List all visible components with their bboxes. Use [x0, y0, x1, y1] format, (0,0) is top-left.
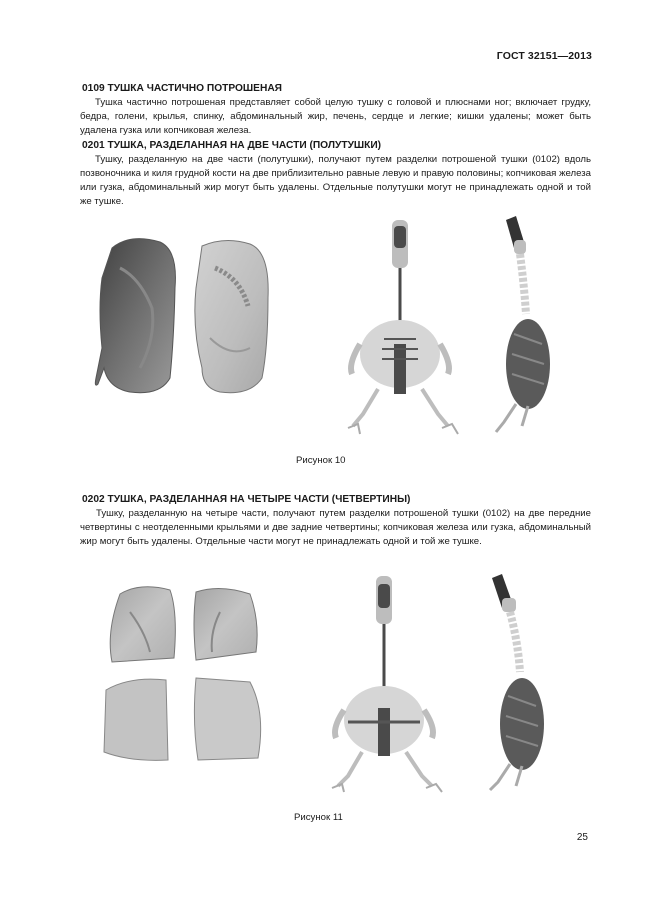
figure-caption: Рисунок 10: [296, 455, 346, 466]
section-0202: [82, 493, 591, 550]
section-0109: [82, 82, 591, 209]
section-text: Тушку, разделанную на две части (полутушки), получают путем разделки потрошеной тушки (0102) вдоль позвоночника и киля грудной кости на две приблизительно равные левую и правую половины; копчиковая железа или гузка, абдоминальный жир могут быть удалены. Отдельные полутушки могут не принадлежать одной и той же тушке.: [80, 153, 591, 208]
section-heading: 0201 ТУШКА, РАЗДЕЛАННАЯ НА ДВЕ ЧАСТИ (ПОЛУТУШКИ): [82, 139, 382, 151]
figure-11-skeleton-front: [328, 572, 458, 794]
section-text: Тушку, разделанную на четыре части, получают путем разделки потрошеной тушки (0102) на две передние четвертины с неотделенными крыльями и две задние четвертины; копчиковая железа или гузка, абдоминальный жир могут быть удалены. Отдельные части могут не принадлежать одной и той же тушке.: [80, 508, 591, 548]
figure-11-skeleton-side: [486, 572, 556, 794]
figure-caption: Рисунок 11: [294, 812, 343, 823]
page-number: 25: [576, 832, 588, 843]
section-heading: 0109 ТУШКА ЧАСТИЧНО ПОТРОШЕНАЯ: [82, 83, 282, 94]
figure-10-skeleton-front: [338, 214, 468, 436]
section-heading: 0202 ТУШКА, РАЗДЕЛАННАЯ НА ЧЕТЫРЕ ЧАСТИ (ЧЕТВЕРТИНЫ): [82, 494, 411, 505]
figure-10-half-carcasses: [90, 228, 280, 400]
section-text: Тушка частично потрошеная представляет собой целую тушку с головой и плюснами ног; включает грудку, бедра, голени, крылья, спинку, абдоминальный жир, печень, сердце и легкие; кишки удалены; может быть удалена гузка или копчиковая железа.: [80, 97, 591, 137]
figure-11-quarters: [100, 582, 280, 764]
figure-10-skeleton-side: [486, 214, 556, 436]
standard-number: ГОСТ 32151—2013: [496, 50, 592, 62]
